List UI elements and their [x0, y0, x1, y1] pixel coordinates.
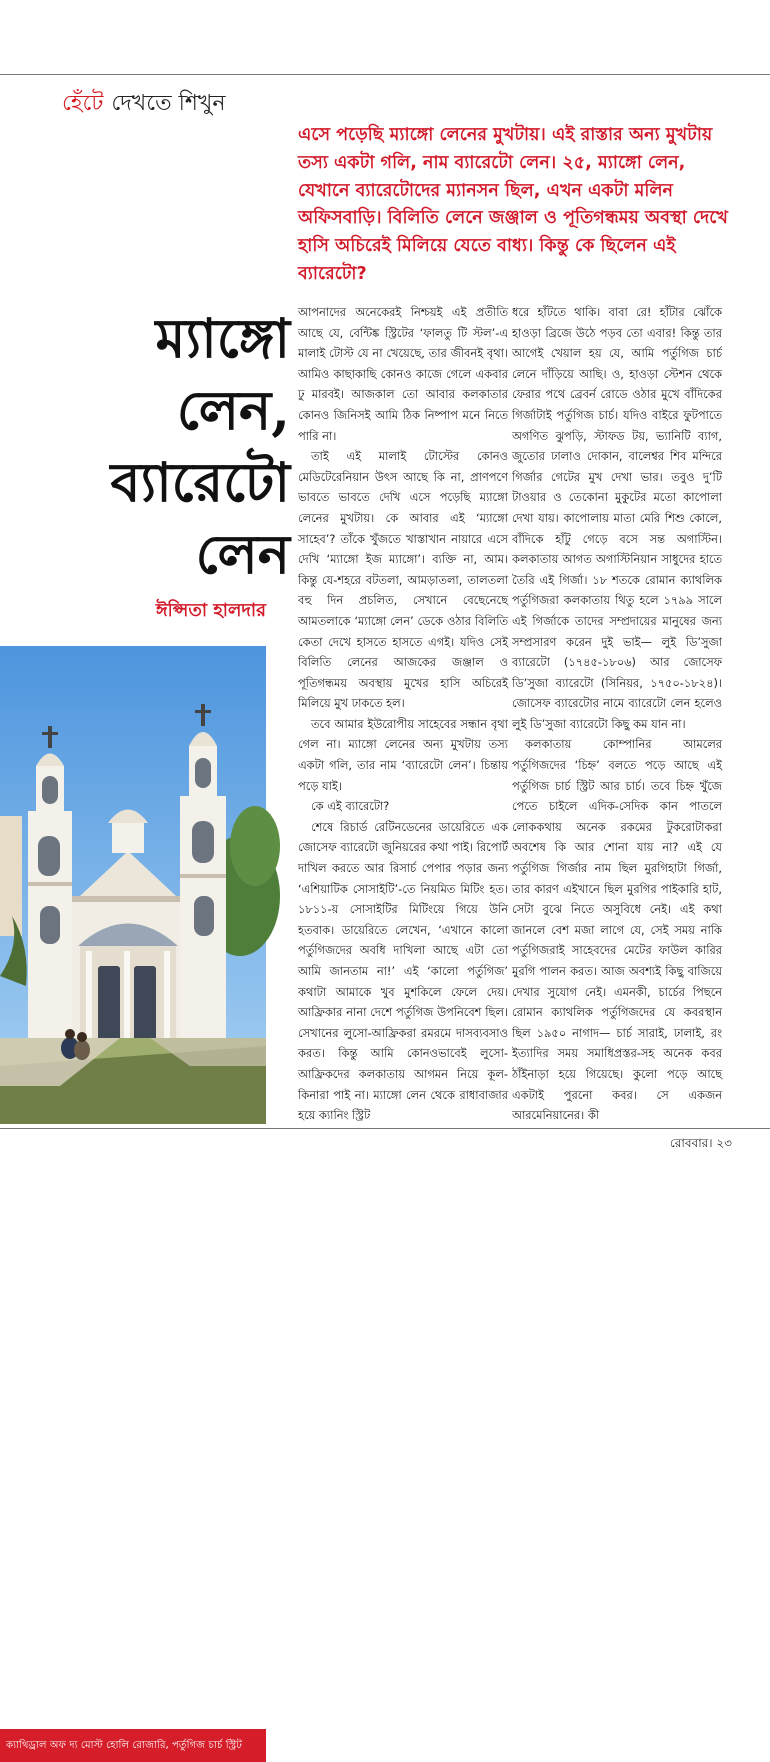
headline-line-2: লেন, [176, 378, 290, 442]
paragraph: কলকাতায় কোম্পানির আমলের পর্তুগিজদের ‘চিহ্ন’ বলতে পড়ে আছে এই পর্তুগিজ চার্চ স্ট্রিট আর চার্চ। তবে চিহ্ন খুঁজে পেতে চাইলে এদিক-সেদিক কান পাতলে লোককথায় অনেক রকমের টুকরোটাকরা অবশেষ কি আর শোনা যায় না? এই যে পর্তুগিজ গির্জার নাম ছিল মুরগিহাটা গির্জা, তার কারণ এইখানে ছিল মুরগির পাইকারি হাট, সেটা বুঝে নিতে অসুবিধে নেই। এই কথা জানলে বেশ মজা লাগে যে, সেই সময় নাকি পর্তুগিজরাই সাহেবদের মেটের ফাউল কারির মুরগি পালন করত। আজ অবশ্যই কিছু বাজিয়ে দেখার সুযোগ নেই। এমনকী, চার্চের পিছনে রোমান ক্যাথলিক পর্তুগিজদের যে কবরস্থান ছিল ১৯৫০ নাগাদ— চার্চ সারাই, ঢালাই, রং ইত্যাদির সময় সমাধিপ্রস্তর-সহ অনেক কবর ঠাঁইনাড়া হয়ে গিয়েছে। কুলো পড়ে আছে একটাই পুরনো কবর। সে একজন আরমেনিয়ানের। কী [512, 737, 722, 1123]
paragraph: আপনাদের অনেকেরই নিশ্চয়ই এই প্রতীতি আছে যে, বেন্টিঙ্ক স্ট্রিটের ‘ফালতু টি স্টল’-এ মালাই টোস্ট যে না খেয়েছে, তার জীবনই বৃথা। আমিও কাছাকাছি কোনও কাজে গেলে একবার ঢু মারবই। আজকাল তো আবার কলকাতার কোনও জিনিসই আমি ঠিক নিষ্পাপ মনে নিতে পারি না। [298, 305, 508, 443]
headline-line-1: ম্যাঙ্গো [155, 306, 290, 370]
intro-text: এসে পড়েছি ম্যাঙ্গো লেনের মুখটায়। এই রাস্তার অন্য মুখটায় তস্য একটা গলি, নাম ব্যারেটো লেন। ২৫, ম্যাঙ্গো লেন, যেখানে ব্যারেটোদের ম্যানসন ছিল, এখন একটা মলিন অফিসবাড়ি। বিলিতি লেনে জঞ্জাল ও পূতিগন্ধময় অবস্থা দেখে হাসি অচিরেই মিলিয়ে যেতে বাধ্য। কিন্তু কে ছিলেন এই ব্যারেটো? [298, 125, 728, 284]
top-rule [0, 74, 770, 75]
body-column-1 [298, 302, 508, 1126]
byline: ঈপ্সিতা হালদার [155, 600, 266, 621]
section-heading-text: দেখতে শিখুন [111, 91, 226, 116]
church-photo-illustration [0, 646, 266, 1124]
paragraph: শেষে রিচার্ড রেটিনডেনের ডায়েরিতে এক জোসেফ ব্যারেটো জুনিয়রের কথা পাই। রিপোর্ট দাখিল করতে আর রিসার্চ পেপার পড়ার জন্য ‘এশিয়াটিক সোসাইটি’-তে নিয়মিত মিটিং হত। ১৮১১-য় সোসাইটির মিটিংয়ে গিয়ে উনি হতবাক। ডায়েরিতে লেখেন, ‘এখানে কালো পর্তুগিজদের অবধি দাখিলা আছে এটা তো আমি জানতাম না!’ এই ‘কালো পর্তুগিজ’ কথাটা আমাকে খুব মুশকিলে ফেলে দেয়। আফ্রিকার নানা দেশে পর্তুগিজ উপনিবেশ ছিল। সেখানের লুসো-আফ্রিকরা রমরমে দাসব্যবসাও করত। কিন্তু আমি কোনওভাবেই লুসো-আফ্রিকদের কলকাতায় আগমন নিয়ে কূল-কিনারা পাই না। ম্যাঙ্গো লেন থেকে রাধাবাজার হয়ে ক্যানিং স্ট্রিট [298, 819, 508, 1123]
bottom-rule [0, 1128, 770, 1129]
body-column-2 [512, 302, 722, 1126]
paragraph: কে এই ব্যারেটো? [311, 799, 390, 814]
intro-standfirst [298, 122, 730, 289]
paragraph: ধরে হাঁটতে থাকি। বাবা রে! হাঁটার ঝোঁকে হাওড়া ব্রিজে উঠে পড়ব তো এবার! কিন্তু তার আগেই খেয়াল হয় যে, আমি পর্তুগিজ চার্চ লেনে দাঁড়িয়ে আছি। ও, হাওড়া স্টেশন থেকে ফেরার পথে ব্রেবর্ন রোডে ওঠার মুখে বাঁদিকের গির্জাটাই পর্তুগিজ চার্চ। যদিও বাইরে ফুটপাতে অগণিত ঝুপড়ি, স্টাফড টয়, ভ্যানিটি ব্যাগ, জুতোর ঢালাও দোকান, বালেশ্বর শিব মন্দিরে গির্জার গেটের মুখ দেখা ভার। তবুও দু’টি টাওয়ার ও তেকোনা মুকুটের মতো কাপোলা দেখা যায়। কাপোলায় মাতা মেরি শিশু কোলে, বাঁদিকে হাঁটু গেড়ে বসে সন্ত অগাস্টিন। কলকাতায় আগত অগাস্টিনিয়ান সাধুদের হাতে তৈরি এই গির্জা। ১৮ শতকে রোমান ক্যাথলিক পর্তুগিজরা কলকাতায় থিতু হলে ১৭৯৯ সালে এই গির্জাকে তাদের সম্প্রদায়ের মানুষের জন্য সম্প্রসারণ করেন দুই ভাই— লুই ডি’সুজা ব্যারেটো (১৭৪৫-১৮০৬) আর জোসেফ ডি’সুজা ব্যারেটো (সিনিয়র, ১৭৫০-১৮২৪)। জোসেফ ব্যারেটোর নামে ব্যারেটো লেন হলেও লুই ডি’সুজা ব্যারেটো কিছু কম যান না। [512, 305, 722, 731]
paragraph: তবে আমার ইউরোপীয় সাহেবের সন্ধান বৃথা গেল না। ম্যাঙ্গো লেনের অন্য মুখটায় তস্য একটা গলি, তার নাম ‘ব্যারেটো লেন’। চিন্তায় পড়ে যাই। [298, 716, 508, 793]
section-heading [62, 86, 225, 123]
article-headline [0, 302, 290, 590]
headline-line-4: লেন [195, 522, 290, 586]
photo-caption: ক্যাথিড্রাল অফ দ্য মোস্ট হোলি রোজারি, পর্তুগিজ চার্চ স্ট্রিট [0, 1729, 266, 1762]
church-photo [0, 646, 266, 1751]
section-heading-accent: হেঁটে [62, 91, 104, 116]
headline-line-3: ব্যারেটো [110, 450, 290, 514]
paragraph: তাই এই মালাই টোস্টের কোনও মেডিটেরেনিয়ান উৎস আছে কি না, প্রাণপণে ভাবতে ভাবতে দেখি এসে পড়েছি ম্যাঙ্গো লেনের মুখটায়। কে আবার এই ‘ম্যাঙ্গো সাহেব’? তাঁকে খুঁজতে খাস্তাখান নায়ারে এসে দেখি ‘ম্যাঙ্গো ইজ ম্যাঙ্গো’। ব্যক্তি না, আম। কিন্তু যে-শহরে বটতলা, আমড়াতলা, তালতলা বহু দিন প্রচলিত, সেখানে বেছেনেছে আমতলাকে ‘ম্যাঙ্গো লেন’ ডেকে ওঠার বিলিতি কেতা দেখে হাসতে হাসতে এগই। যদিও সেই বিলিতি লেনের আজকের জঞ্জাল ও পূতিগন্ধময় অবস্থায় মুখের হাসি অচিরেই মিলিয়ে মুখ ঢাকতে হল। [298, 449, 508, 711]
page-folio: রোববার। ২৩ [669, 1136, 732, 1150]
